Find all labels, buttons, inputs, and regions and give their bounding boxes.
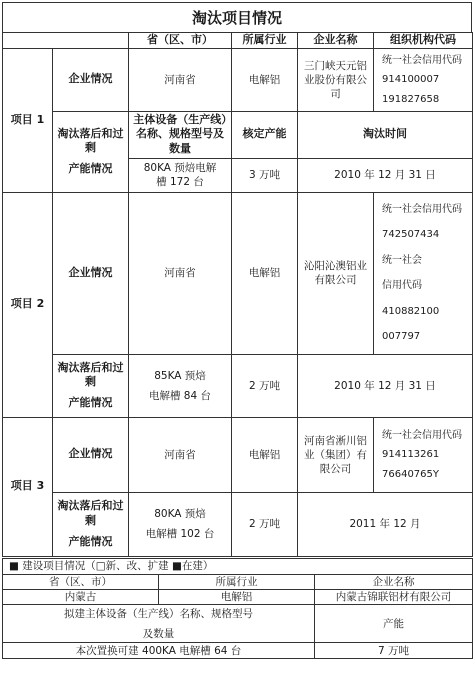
project-3-industry: 电解铝 xyxy=(232,417,298,492)
construction-capacity-label: 产能 xyxy=(315,605,473,643)
project-3-time: 2011 年 12 月 xyxy=(298,492,473,556)
construction-col-company: 企业名称 xyxy=(315,575,473,590)
eliminated-process-label: 淘汰落后和过剩 xyxy=(57,360,124,389)
header-company: 企业名称 xyxy=(298,33,374,49)
code-line: 007797 xyxy=(382,331,421,343)
construction-capacity-value: 7 万吨 xyxy=(315,643,473,659)
project-2-province: 河南省 xyxy=(129,192,232,354)
code-line: 统一社会信用代码 xyxy=(382,54,462,66)
header-org-code: 组织机构代码 xyxy=(374,33,473,49)
header-province: 省（区、市） xyxy=(129,33,232,49)
page-title: 淘汰项目情况 xyxy=(2,2,472,33)
code-line: 统一社会 xyxy=(382,254,422,266)
construction-col-province: 省（区、市） xyxy=(3,575,159,590)
elimination-time-label: 淘汰时间 xyxy=(298,111,473,158)
eliminated-process-label: 淘汰落后和过剩 xyxy=(57,126,124,155)
equipment-label-line: 及数量 xyxy=(142,627,175,640)
equipment-line: 80KA 预焙电解 xyxy=(143,162,217,175)
enterprise-label: 企业情况 xyxy=(53,48,129,111)
main-equipment-label: 主体设备（生产线）名称、规格型号及数量 xyxy=(129,111,232,158)
equipment-line: 电解槽 102 台 xyxy=(145,528,215,541)
equipment-label-line: 拟建主体设备（生产线）名称、规格型号 xyxy=(64,607,253,620)
project-1-time: 2010 年 12 月 31 日 xyxy=(298,158,473,192)
project-2-capacity: 2 万吨 xyxy=(232,354,298,417)
project-3-code xyxy=(374,417,473,492)
enterprise-label: 企业情况 xyxy=(53,192,129,354)
project-2-industry: 电解铝 xyxy=(232,192,298,354)
construction-equipment-value: 本次置换可建 400KA 电解槽 64 台 xyxy=(3,643,315,659)
document xyxy=(2,2,472,678)
eliminated-label xyxy=(53,354,129,417)
code-line: 914100007 xyxy=(382,74,440,86)
approved-capacity-label: 核定产能 xyxy=(232,111,298,158)
project-3-company: 河南省淅川铝业（集团）有限公司 xyxy=(298,417,374,492)
project-2-code xyxy=(374,192,473,354)
equipment-line: 80KA 预焙 xyxy=(154,508,206,521)
project-1-industry: 电解铝 xyxy=(232,48,298,111)
construction-province: 内蒙古 xyxy=(3,590,159,605)
project-3-label: 项目 3 xyxy=(3,417,53,556)
code-line: 191827658 xyxy=(382,93,440,105)
project-2-equipment xyxy=(129,354,232,417)
capacity-label: 产能情况 xyxy=(68,534,113,548)
project-2-label: 项目 2 xyxy=(3,192,53,417)
construction-industry: 电解铝 xyxy=(159,590,315,605)
project-3-province: 河南省 xyxy=(129,417,232,492)
code-line: 914113261 xyxy=(382,449,440,461)
header-blank xyxy=(3,33,129,49)
project-1-label: 项目 1 xyxy=(3,48,53,192)
project-1-company: 三门峡天元铝业股份有限公司 xyxy=(298,48,374,111)
project-1-equipment xyxy=(129,158,232,192)
capacity-label: 产能情况 xyxy=(68,396,113,410)
project-1-province: 河南省 xyxy=(129,48,232,111)
enterprise-label: 企业情况 xyxy=(53,417,129,492)
elimination-table xyxy=(2,32,473,557)
construction-company: 内蒙古锦联铝材有限公司 xyxy=(315,590,473,605)
code-line: 410882100 xyxy=(382,305,440,317)
code-line: 信用代码 xyxy=(382,280,422,292)
eliminated-process-label: 淘汰落后和过剩 xyxy=(57,499,124,527)
project-1-code xyxy=(374,48,473,111)
header-industry: 所属行业 xyxy=(232,33,298,49)
project-1-capacity: 3 万吨 xyxy=(232,158,298,192)
code-line: 76640765Y xyxy=(382,468,440,480)
construction-table xyxy=(2,558,473,659)
construction-header: ■ 建设项目情况（□新、改、扩建 ■在建） xyxy=(3,559,473,575)
project-3-capacity: 2 万吨 xyxy=(232,492,298,556)
construction-col-industry: 所属行业 xyxy=(159,575,315,590)
eliminated-label xyxy=(53,111,129,192)
equipment-line: 85KA 预焙 xyxy=(154,369,206,382)
code-line: 统一社会信用代码 xyxy=(382,429,462,441)
project-2-time: 2010 年 12 月 31 日 xyxy=(298,354,473,417)
code-line: 742507434 xyxy=(382,229,440,241)
capacity-label: 产能情况 xyxy=(68,162,113,176)
project-3-equipment xyxy=(129,492,232,556)
equipment-line: 电解槽 84 台 xyxy=(148,389,212,402)
project-2-company: 沁阳沁澳铝业有限公司 xyxy=(298,192,374,354)
code-line: 统一社会信用代码 xyxy=(382,203,462,215)
eliminated-label xyxy=(53,492,129,556)
construction-equipment-label xyxy=(3,605,315,643)
equipment-line: 槽 172 台 xyxy=(156,176,204,189)
